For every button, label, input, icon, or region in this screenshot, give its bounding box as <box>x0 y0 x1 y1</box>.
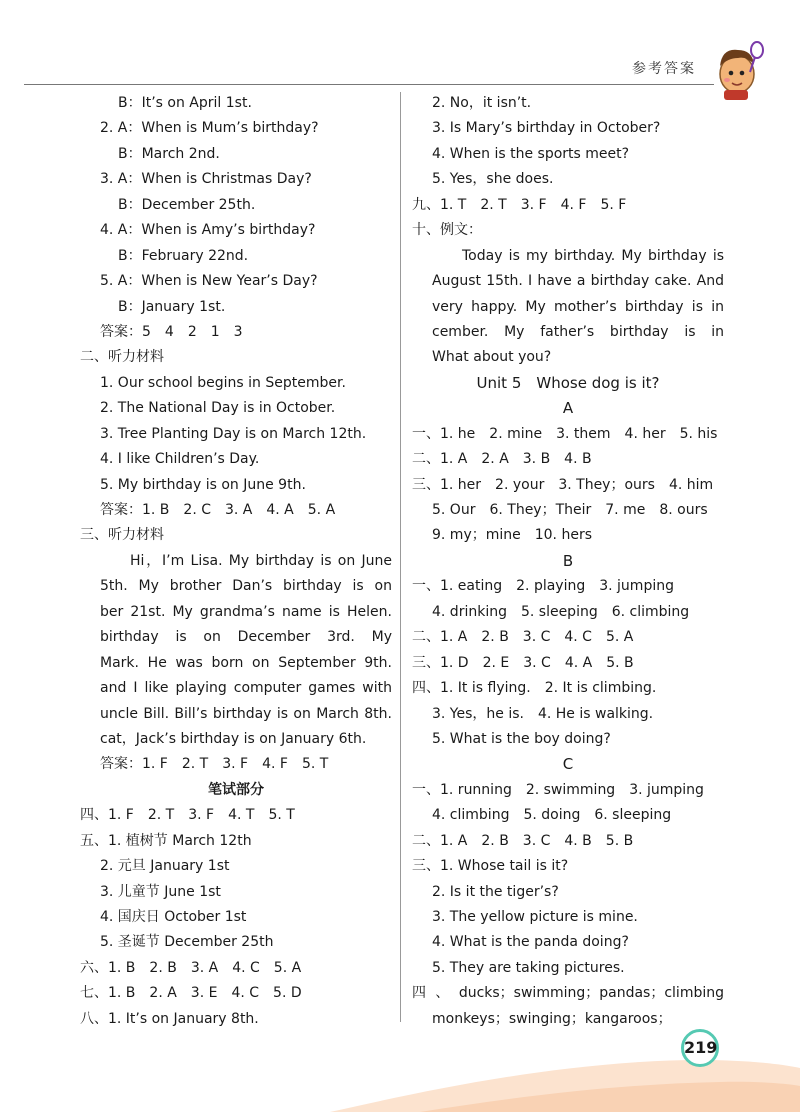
answer-line: 四、1. F 2. T 3. F 4. T 5. T <box>80 807 295 824</box>
part-heading: C <box>562 755 574 774</box>
footer-wave-decoration <box>0 1030 800 1112</box>
answer-line: 九、1. T 2. T 3. F 4. F 5. F <box>412 196 627 213</box>
left-column <box>80 91 392 1032</box>
header-rule <box>24 84 714 85</box>
answer-line: 5. Our 6. They；Their 7. me 8. ours <box>432 502 708 518</box>
paragraph-line: very happy. My mother’s birthday is in <box>432 298 724 315</box>
answer-line: 3. Yes，he is. 4. He is walking. <box>432 705 654 722</box>
section-heading: 二、听力材料 <box>80 349 164 366</box>
unit-title: Unit 5 Whose dog is it? <box>476 373 660 392</box>
paragraph-line: cat，Jack’s birthday is on January 6th. <box>100 730 367 747</box>
answer-line: 4. 国庆日 October 1st <box>100 909 247 925</box>
answer-line: 9. my；mine 10. hers <box>432 527 592 544</box>
text-line: B：March 2nd. <box>118 145 220 162</box>
text-line: 5. Yes，she does. <box>432 171 554 188</box>
answer-line: 一、1. running 2. swimming 3. jumping <box>412 781 704 798</box>
text-line: 4. I like Children’s Day. <box>100 451 260 468</box>
text-line: 5. A：When is New Year’s Day? <box>100 273 318 290</box>
answer-line: monkeys；swinging；kangaroos； <box>432 1010 672 1027</box>
text-line: B：It’s on April 1st. <box>118 95 252 111</box>
part-heading: B <box>562 551 574 570</box>
answer-line: 5. 圣诞节 December 25th <box>100 934 274 951</box>
answer-line: 答案：5 4 2 1 3 <box>100 323 243 340</box>
paragraph-line: August 15th. I have a birthday cake. And <box>432 273 724 290</box>
answer-line: 3. 儿童节 June 1st <box>100 883 221 900</box>
answer-line: 四、ducks；swimming；pandas；climbing <box>412 985 724 1002</box>
answer-line: 2. 元旦 January 1st <box>100 858 230 875</box>
answer-line: 八、1. It’s on January 8th. <box>80 1010 259 1027</box>
answer-line: 一、1. eating 2. playing 3. jumping <box>412 578 674 595</box>
text-line: B：February 22nd. <box>118 247 249 264</box>
section-heading: 十、例文： <box>412 222 482 239</box>
answer-line: 三、1. D 2. E 3. C 4. A 5. B <box>412 654 634 671</box>
text-line: 3. Is Mary’s birthday in October? <box>432 120 661 137</box>
answer-line: 4. climbing 5. doing 6. sleeping <box>432 807 672 824</box>
paragraph-line: Mark. He was born on September 9th. <box>100 654 392 671</box>
paragraph-line: birthday is on December 3rd. My <box>100 629 392 646</box>
answer-line: 3. The yellow picture is mine. <box>432 909 638 925</box>
answer-line: 六、1. B 2. B 3. A 4. C 5. A <box>80 959 302 976</box>
paragraph-line: Hi，I’m Lisa. My birthday is on June <box>130 552 392 569</box>
text-line: 1. Our school begins in September. <box>100 374 346 391</box>
text-line: 2. No，it isn’t. <box>432 95 532 111</box>
header-label: 参考答案 <box>632 61 696 77</box>
answer-line: 答案：1. B 2. C 3. A 4. A 5. A <box>100 502 336 518</box>
answer-line: 5. They are taking pictures. <box>432 959 625 976</box>
answer-line: 五、1. 植树节 March 12th <box>80 832 252 849</box>
right-column <box>412 91 724 1032</box>
answer-line: 5. What is the boy doing? <box>432 730 611 747</box>
paragraph-line: cember. My father’s birthday is in <box>432 323 724 340</box>
answer-line: 二、1. A 2. A 3. B 4. B <box>412 451 592 468</box>
text-line: 4. When is the sports meet? <box>432 145 630 162</box>
paragraph-line: uncle Bill. Bill’s birthday is on March 8th. <box>100 705 392 722</box>
text-line: B：January 1st. <box>118 298 226 315</box>
section-heading: 三、听力材料 <box>80 527 164 544</box>
text-line: 2. The National Day is in October. <box>100 400 336 417</box>
text-line: 5. My birthday is on June 9th. <box>100 476 306 493</box>
answer-line: 七、1. B 2. A 3. E 4. C 5. D <box>80 985 302 1002</box>
paragraph-line: ber 21st. My grandma’s name is Helen. <box>100 603 392 620</box>
page-number: 219 <box>681 1029 719 1067</box>
part-heading: A <box>562 399 574 418</box>
answer-line: 一、1. he 2. mine 3. them 4. her 5. his <box>412 425 718 442</box>
answer-line: 4. What is the panda doing? <box>432 934 629 951</box>
text-line: 4. A：When is Amy’s birthday? <box>100 222 316 239</box>
answer-line: 三、1. Whose tail is it? <box>412 858 569 875</box>
paragraph-line: What about you? <box>432 349 552 366</box>
answer-line: 四、1. It is flying. 2. It is climbing. <box>412 680 657 697</box>
section-title: 笔试部分 <box>208 781 264 798</box>
column-divider <box>400 92 401 1022</box>
answer-line: 二、1. A 2. B 3. C 4. C 5. A <box>412 629 634 646</box>
text-line: 2. A：When is Mum’s birthday? <box>100 120 319 137</box>
answer-line: 三、1. her 2. your 3. They；ours 4. him <box>412 476 714 493</box>
answer-line: 2. Is it the tiger’s? <box>432 883 559 900</box>
text-line: 3. A：When is Christmas Day? <box>100 171 312 188</box>
paragraph-line: Today is my birthday. My birthday is <box>462 247 724 264</box>
paragraph-line: and I like playing computer games with <box>100 680 392 697</box>
answer-line: 4. drinking 5. sleeping 6. climbing <box>432 603 690 620</box>
paragraph-line: 5th. My brother Dan’s birthday is on <box>100 578 392 595</box>
text-line: 3. Tree Planting Day is on March 12th. <box>100 425 367 442</box>
answer-line: 二、1. A 2. B 3. C 4. B 5. B <box>412 832 634 849</box>
answer-line: 答案：1. F 2. T 3. F 4. F 5. T <box>100 756 329 773</box>
text-line: B：December 25th. <box>118 196 256 213</box>
